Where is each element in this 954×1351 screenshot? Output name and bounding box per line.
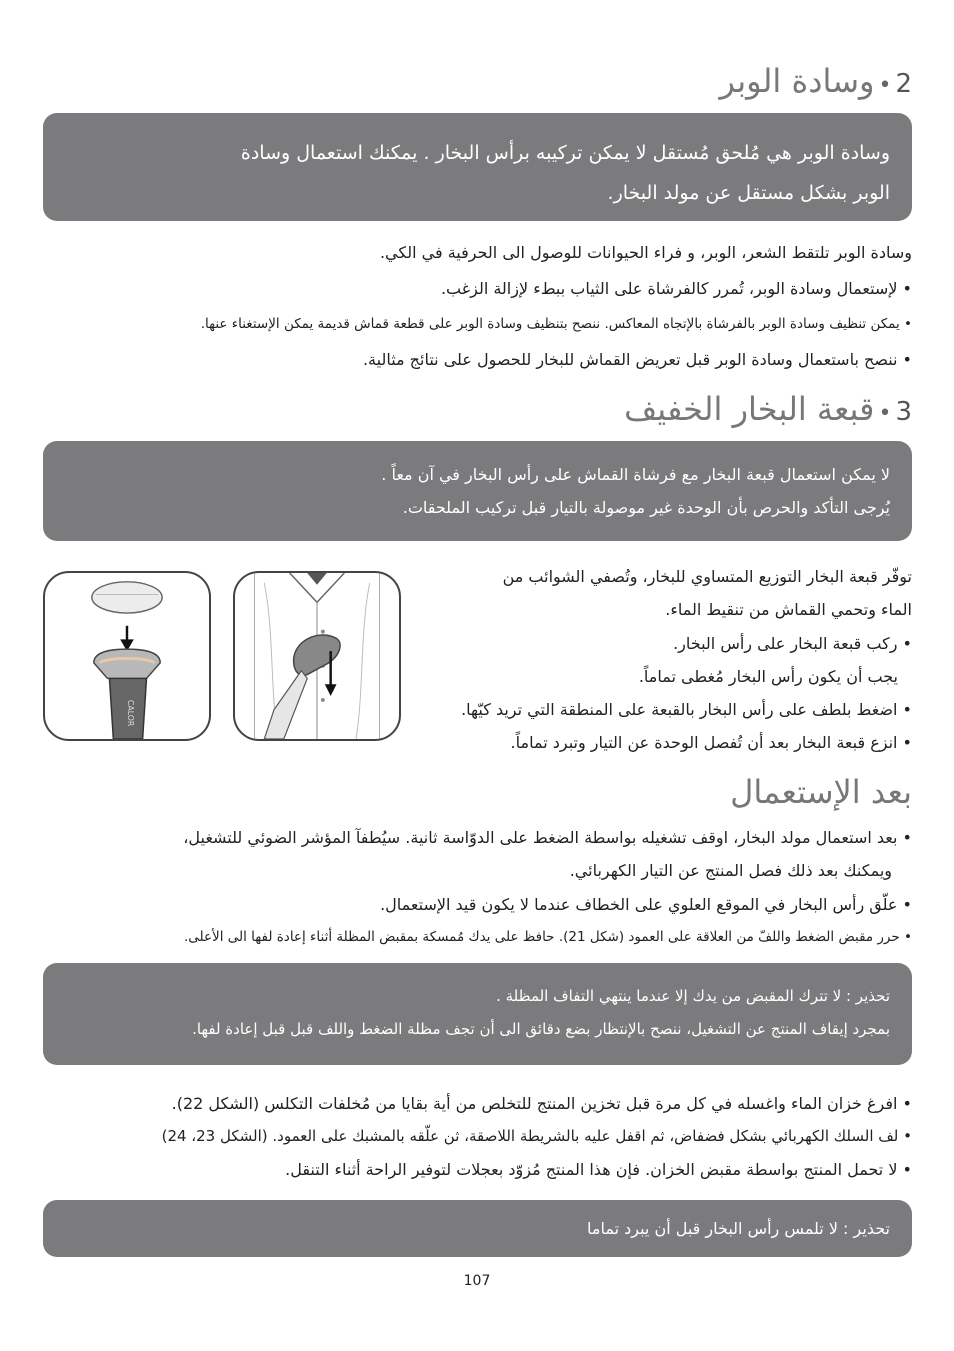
bullet-dot: • xyxy=(878,401,892,426)
section-2-bullet: • لإستعمال وسادة الوبر، تُمرر كالفرشاة على الثياب ببطء لإزالة الزغب. xyxy=(441,279,912,298)
after-use-bullet: • لف السلك الكهربائي بشكل فضفاض، ثم اقفل عليه بالشريطة اللاصقة، ثن علّقه بالمشبك على العمود. (الشكل 23، 24) xyxy=(162,1127,912,1145)
section-3-bullet: • اضغط بلطف على رأس البخار بالقبعة على المنطقة التي تريد كيّها. xyxy=(461,700,912,719)
section-3-bullet: • انزع قبعة البخار بعد أن تُفصل الوحدة عن التيار وتبرد تماماً. xyxy=(511,733,912,752)
section-2-title: وسادة الوبر xyxy=(719,62,875,100)
warning-line: تحذير : لا تترك المقبض من يدك إلا عندما ينتهي التفاف المظلة . xyxy=(496,987,890,1005)
section-3-intro: الماء وتحمي القماش من تنقيط الماء. xyxy=(665,600,912,619)
section-3-number: 3 xyxy=(895,397,912,427)
section-2-bullet: • يمكن تنظيف وسادة الوبر بالفرشاة بالإتجاه المعاكس. ننصح بتنظيف وسادة الوبر على قطعة قماش قديمة يمكن الإستغناء عنها. xyxy=(201,316,912,332)
section-3-title: قبعة البخار الخفيف xyxy=(624,390,875,428)
final-warning-text: تحذير : لا تلمس رأس البخار قبل أن يبرد تماما xyxy=(587,1219,890,1238)
after-use-bullet: • لا تحمل المنتج بواسطة مقبض الخزان. فإن هذا المنتج مُزوّد بعجلات لتوفير الراحة أثناء التنقل. xyxy=(285,1160,912,1179)
figure-steam-cap xyxy=(43,571,211,741)
section-3-bullet-continuation: يجب أن يكون رأس البخار مُغطى تماماً. xyxy=(638,667,898,686)
note-line: وسادة الوبر هي مُلحق مُستقل لا يمكن تركيبه برأس البخار . يمكنك استعمال وسادة xyxy=(240,142,890,164)
figure-steamer-on-shirt xyxy=(233,571,401,741)
note-line: يُرجى التأكد والحرص بأن الوحدة غير موصولة بالتيار قبل تركيب الملحقات. xyxy=(402,498,890,517)
section-3-bullet: • ركب قبعة البخار على رأس البخار. xyxy=(673,634,912,653)
section-2-number: 2 xyxy=(895,69,912,99)
after-use-warning-box xyxy=(43,963,912,1065)
steam-cap-illustration xyxy=(45,573,209,739)
page-number: 107 xyxy=(463,1273,491,1289)
note-line: الوبر بشكل مستقل عن مولد البخار. xyxy=(607,182,890,204)
section-3-note-box xyxy=(43,441,912,541)
brand-text: CALOR xyxy=(125,699,135,727)
after-use-bullet: • حرر مقبض الضغط واللفّ من العلاقة على العمود (شكل 21). حافظ على يدك مُمسكة بمقبض المظلة أثناء إعادة لفها الى الأعلى. xyxy=(184,929,912,945)
after-use-bullet-continuation: ويمكنك بعد ذلك فصل المنتج عن التيار الكهربائي. xyxy=(569,861,892,880)
note-line: لا يمكن استعمال قبعة البخار مع فرشاة القماش على رأس البخار في آن معاً . xyxy=(381,465,890,484)
bullet-dot: • xyxy=(878,73,892,98)
section-2-intro: وسادة الوبر تلتقط الشعر، الوبر، و فراء الحيوانات للوصول الى الحرفية في الكي. xyxy=(379,243,912,262)
section-3-intro: توفّر قبعة البخار التوزيع المتساوي للبخار، وتُصفي الشوائب من xyxy=(502,567,912,586)
section-2-heading xyxy=(720,62,912,100)
section-3-heading xyxy=(624,390,912,428)
after-use-bullet: • افرغ خزان الماء واغسله في كل مرة قبل تخزين المنتج للتخلص من أية بقايا من مُخلفات التكلس (الشكل 22). xyxy=(172,1094,912,1113)
warning-line: بمجرد إيقاف المنتج عن التشغيل، ننصح بالإنتظار بضع دقائق الى أن تجف مظلة الضغط واللف قبل قبل إعادة لفها. xyxy=(192,1020,890,1038)
section-2-note-box xyxy=(43,113,912,221)
after-use-bullet: • بعد استعمال مولد البخار، اوقف تشغيله بواسطة الضغط على الدوّاسة ثانية. سيُطفآ المؤشر الضوئي للتشغيل، xyxy=(183,828,912,847)
after-use-title: بعد الإستعمال xyxy=(730,773,912,811)
final-warning-box xyxy=(43,1200,912,1257)
after-use-heading xyxy=(730,773,912,811)
section-2-bullet: • ننصح باستعمال وسادة الوبر قبل تعريض القماش للبخار للحصول على نتائج مثالية. xyxy=(363,350,912,369)
after-use-bullet: • علّق رأس البخار في الموقع العلوي على الخطاف عندما لا يكون قيد الإستعمال. xyxy=(380,895,912,914)
shirt-illustration xyxy=(235,573,399,739)
